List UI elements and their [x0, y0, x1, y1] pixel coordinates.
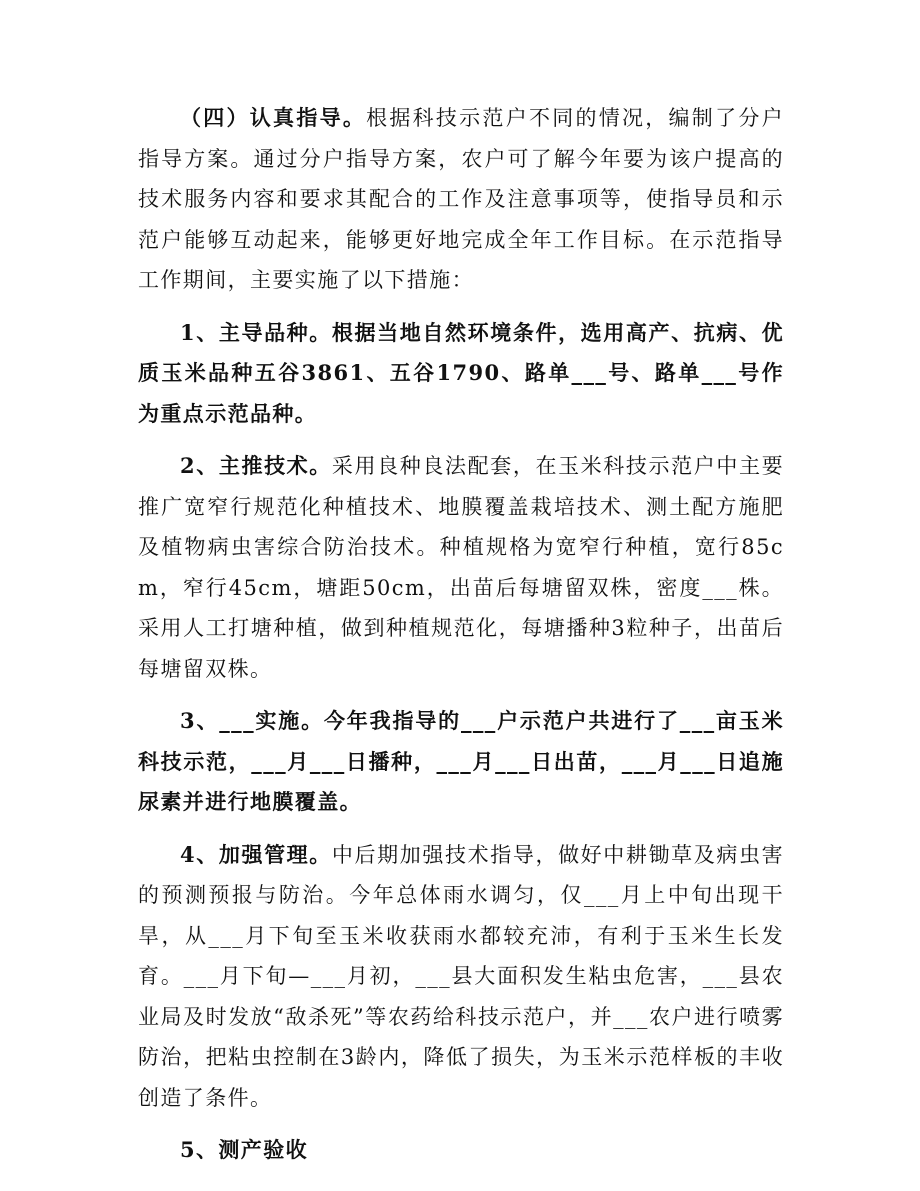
paragraph-heading: 2、主推技术。 — [180, 453, 332, 478]
paragraph-text: 根据科技示范户不同的情况，编制了分户指导方案。通过分户指导方案，农户可了解今年要为该户提高的技术服务内容和要求其配合的工作及注意事项等，使指导员和示范户能够互动起来，能够更好地完成全年工作目标。在示范指导工作期间，主要实施了以下措施： — [138, 106, 784, 292]
paragraph-yield-acceptance — [138, 1130, 784, 1171]
paragraph-text: 采用良种良法配套，在玉米科技示范户中主要推广宽窄行规范化种植技术、地膜覆盖栽培技术、测土配方施肥及植物病虫害综合防治技术。种植规格为宽窄行种植，宽行85cm，窄行45cm，塘距50cm，出苗后每塘留双株，密度___株。采用人工打塘种植，做到种植规范化，每塘播种3粒种子，出苗后每塘留双株。 — [138, 454, 784, 681]
paragraph-implementation — [138, 701, 784, 823]
paragraph-heading: 4、加强管理。 — [180, 841, 332, 867]
document-body — [138, 98, 784, 1183]
paragraph-guidance — [138, 98, 784, 301]
paragraph-text: 根据当地自然环境条件，选用高产、抗病、优质玉米品种五谷3861、五谷1790、路单___号、路单___号作为重点示范品种。 — [138, 319, 784, 426]
paragraph-management — [138, 835, 784, 1119]
paragraph-heading: 5、测产验收 — [180, 1137, 309, 1162]
paragraph-main-variety — [138, 313, 784, 435]
paragraph-heading: 1、主导品种。 — [180, 319, 332, 345]
paragraph-heading: 3、___实施。 — [180, 708, 324, 733]
paragraph-text: 今年我指导的___户示范户共进行了___亩玉米科技示范，___月___日播种，___月___日出苗，___月___日追施尿素并进行地膜覆盖。 — [138, 708, 784, 814]
paragraph-heading: （四）认真指导。 — [180, 105, 367, 130]
paragraph-text: 中后期加强技术指导，做好中耕锄草及病虫害的预测预报与防治。今年总体雨水调匀，仅___月上中旬出现干旱，从___月下旬至玉米收获雨水都较充沛，有利于玉米生长发育。___月下旬—___月初，___县大面积发生粘虫危害，___县农业局及时发放“敌杀死”等农药给科技示范户，并___农户进行喷雾防治，把粘虫控制在3龄内，降低了损失，为玉米示范样板的丰收创造了条件。 — [138, 842, 784, 1110]
paragraph-main-technology — [138, 446, 784, 689]
